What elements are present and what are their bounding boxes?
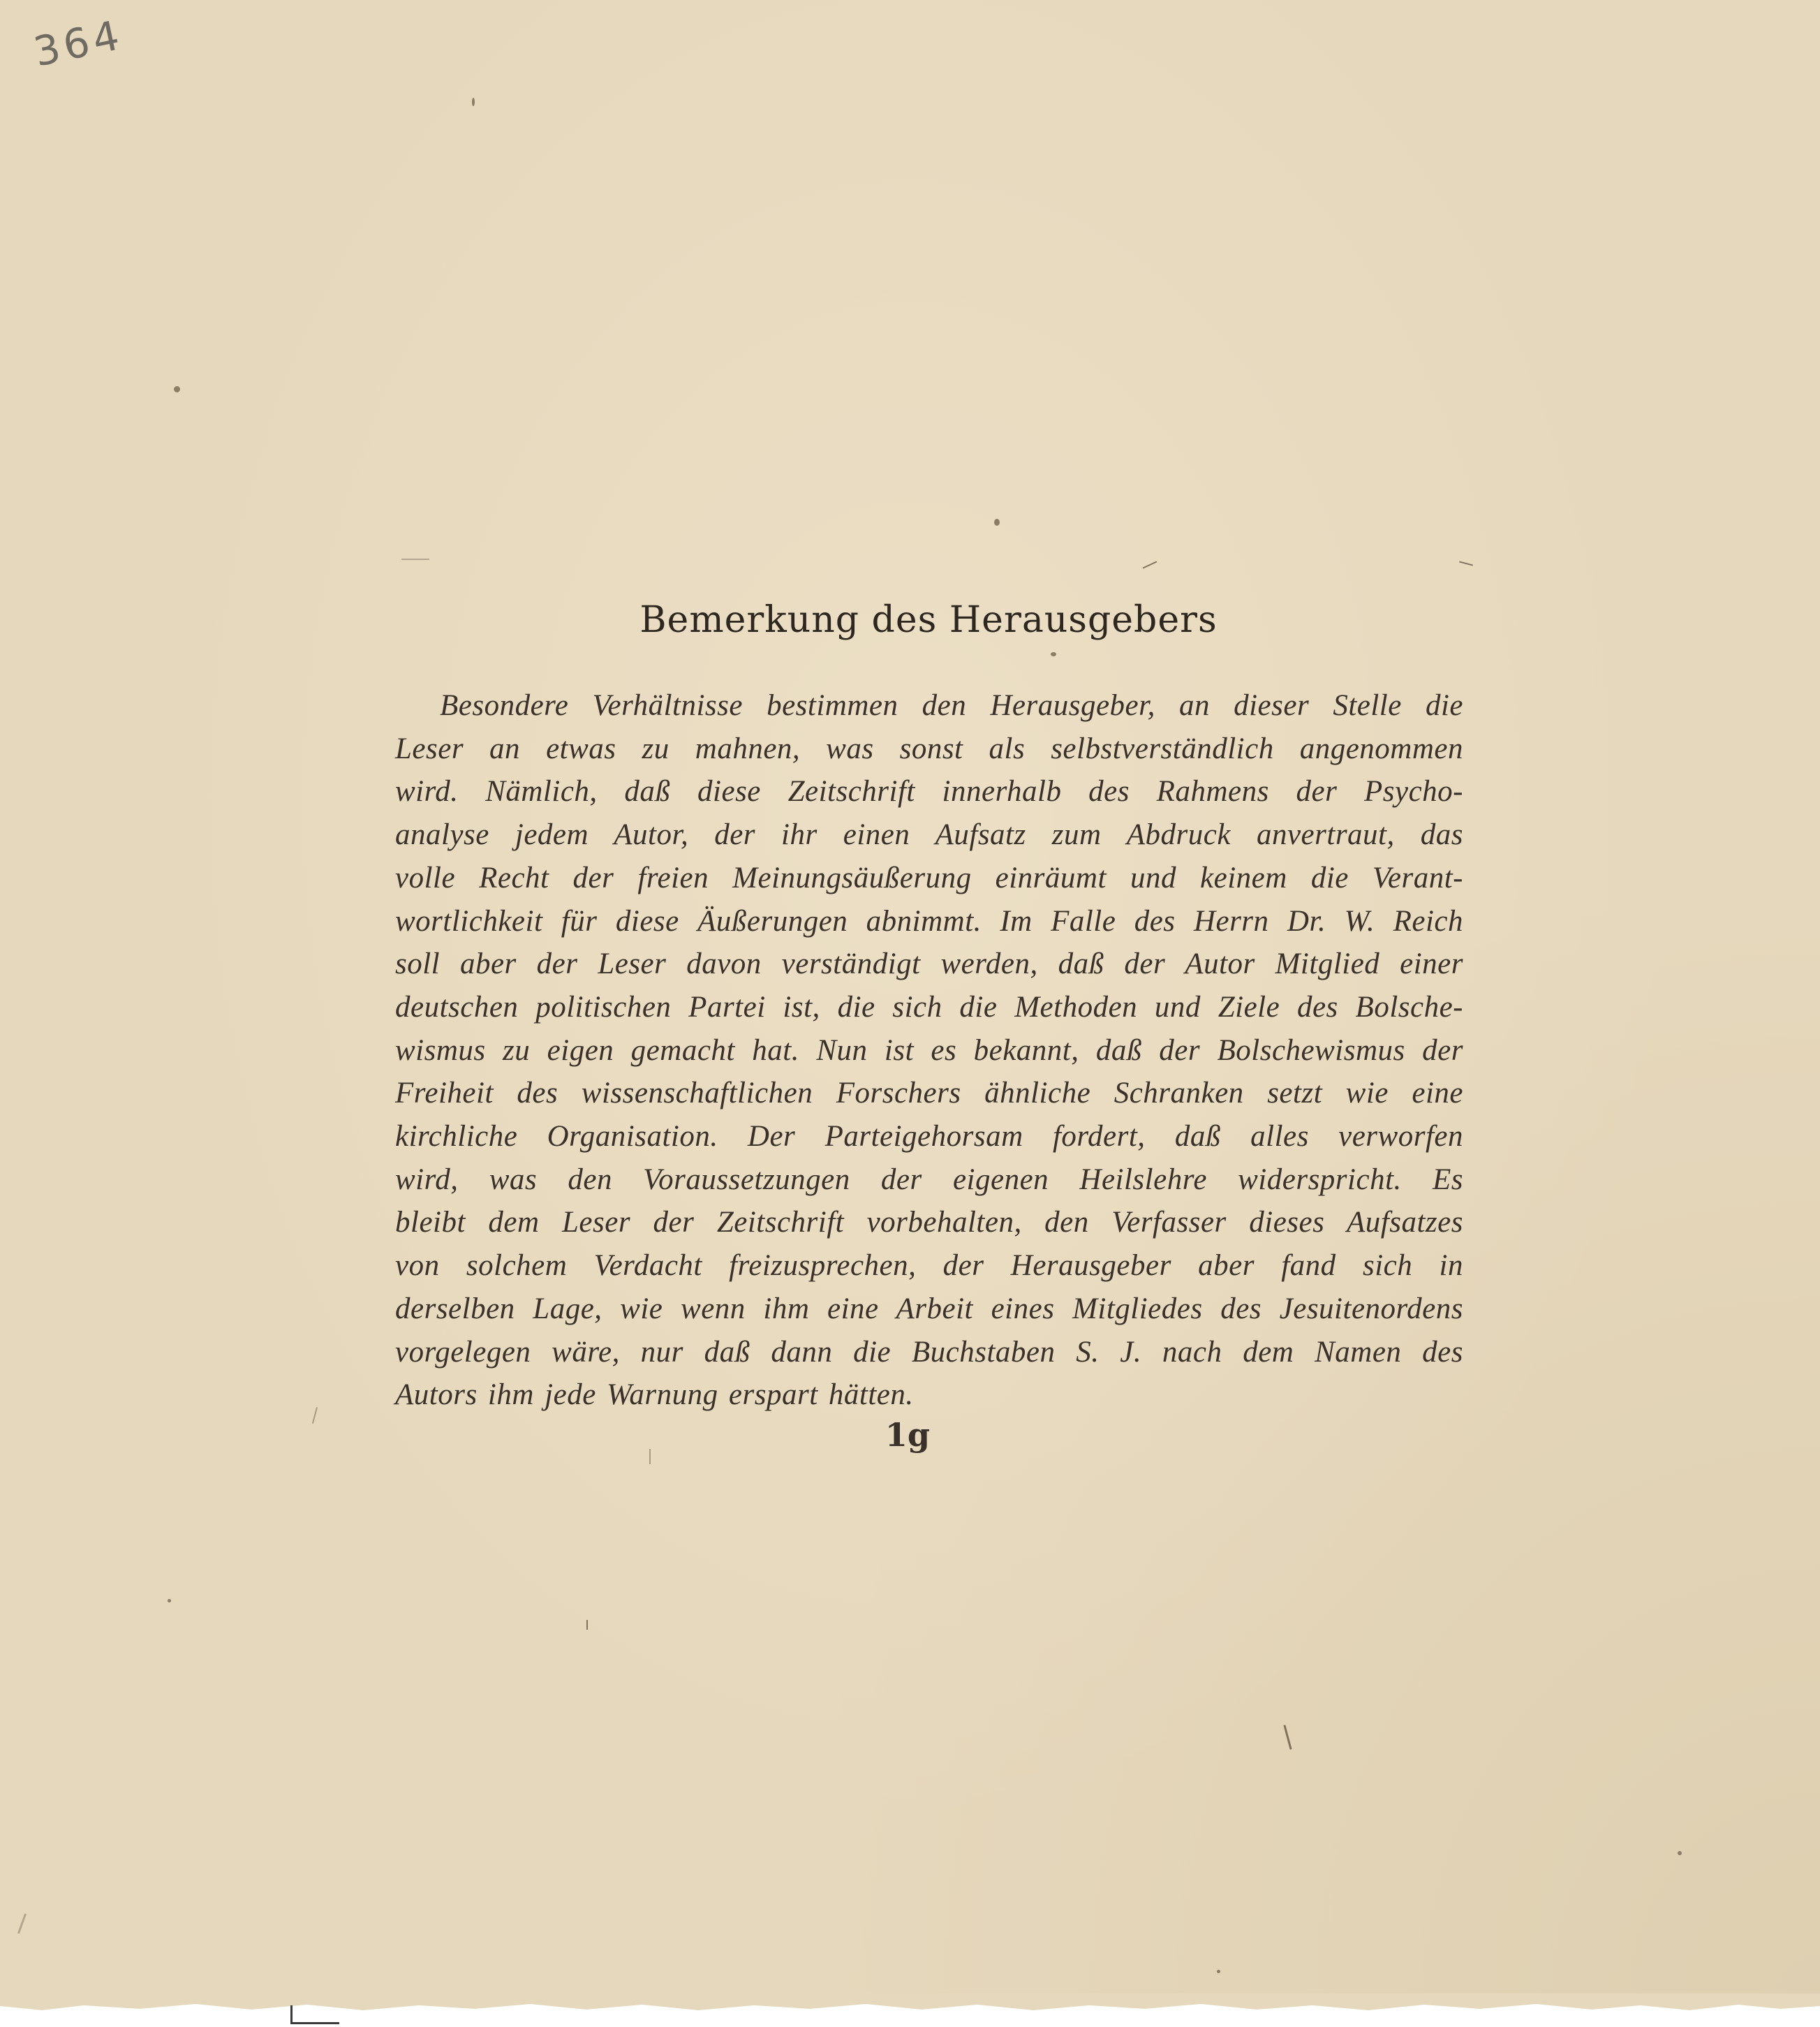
paper-speck (994, 519, 1000, 526)
text-line: soll aber der Leser davon verständigt werden, daß der Autor Mitglied einer (395, 948, 1463, 981)
text-line: vorgelegen wäre, nur daß dann die Buchstaben S. J. nach dem Namen des (395, 1335, 1463, 1369)
paper-speck (1678, 1851, 1682, 1855)
text-line: analyse jedem Autor, der ihr einen Aufsatz zum Abdruck anvertraut, das (395, 818, 1463, 852)
paper-scratch (1283, 1725, 1292, 1750)
paper-speck (1217, 1970, 1220, 1973)
editor-note-paragraph (395, 684, 1463, 1417)
text-line: volle Recht der freien Meinungsäußerung einräumt und keinem die Verant- (395, 861, 1463, 894)
text-line: deutschen politischen Partei ist, die sich die Methoden und Ziele des Bolsche- (395, 990, 1463, 1024)
paper-speck (174, 386, 180, 392)
crop-mark (290, 2005, 293, 2024)
text-line: derselben Lage, wie wenn ihm eine Arbeit eines Mitgliedes des Jesuitenordens (395, 1292, 1463, 1325)
text-line: wortlichkeit für diese Äußerungen abnimmt. Im Falle des Herrn Dr. W. Reich (395, 904, 1463, 938)
paper-scratch (401, 559, 429, 560)
text-line: wird. Nämlich, daß diese Zeitschrift innerhalb des Rahmens der Psycho- (395, 775, 1463, 809)
text-line: bleibt dem Leser der Zeitschrift vorbehalten, den Verfasser dieses Aufsatzes (395, 1206, 1463, 1239)
text-line: kirchliche Organisation. Der Parteigehorsam fordert, daß alles verworfen (395, 1120, 1463, 1153)
text-line: wismus zu eigen gemacht hat. Nun ist es bekannt, daß der Bolschewismus der (395, 1033, 1463, 1067)
text-line: Freiheit des wissenschaftlichen Forschers ähnliche Schranken setzt wie eine (395, 1077, 1463, 1110)
paper-speck (472, 98, 475, 106)
paper-speck (1051, 652, 1056, 656)
text-line: Leser an etwas zu mahnen, was sonst als selbstverständlich angenommen (395, 732, 1463, 765)
crop-mark (290, 2022, 339, 2024)
torn-paper-edge (0, 1993, 1820, 2027)
paper-scratch (586, 1620, 588, 1630)
text-line: Besondere Verhältnisse bestimmen den Herausgeber, an dieser Stelle die (440, 689, 1463, 722)
handwritten-page-number: 364 (29, 10, 128, 76)
paper-scratch (1459, 561, 1473, 566)
page-title: Bemerkung des Herausgebers (639, 599, 1218, 641)
paper-speck (168, 1599, 171, 1602)
text-line: Autors ihm jede Warnung erspart hätten. (395, 1378, 914, 1412)
paper-scratch (17, 1913, 27, 1933)
paper-scratch (312, 1407, 318, 1424)
paper-scratch (649, 1449, 651, 1464)
signature-mark: 1g (885, 1416, 931, 1454)
text-line: von solchem Verdacht freizusprechen, der Herausgeber aber fand sich in (395, 1249, 1463, 1283)
text-line: wird, was den Voraussetzungen der eigenen Heilslehre widerspricht. Es (395, 1163, 1463, 1196)
paper-scratch (1143, 561, 1157, 568)
